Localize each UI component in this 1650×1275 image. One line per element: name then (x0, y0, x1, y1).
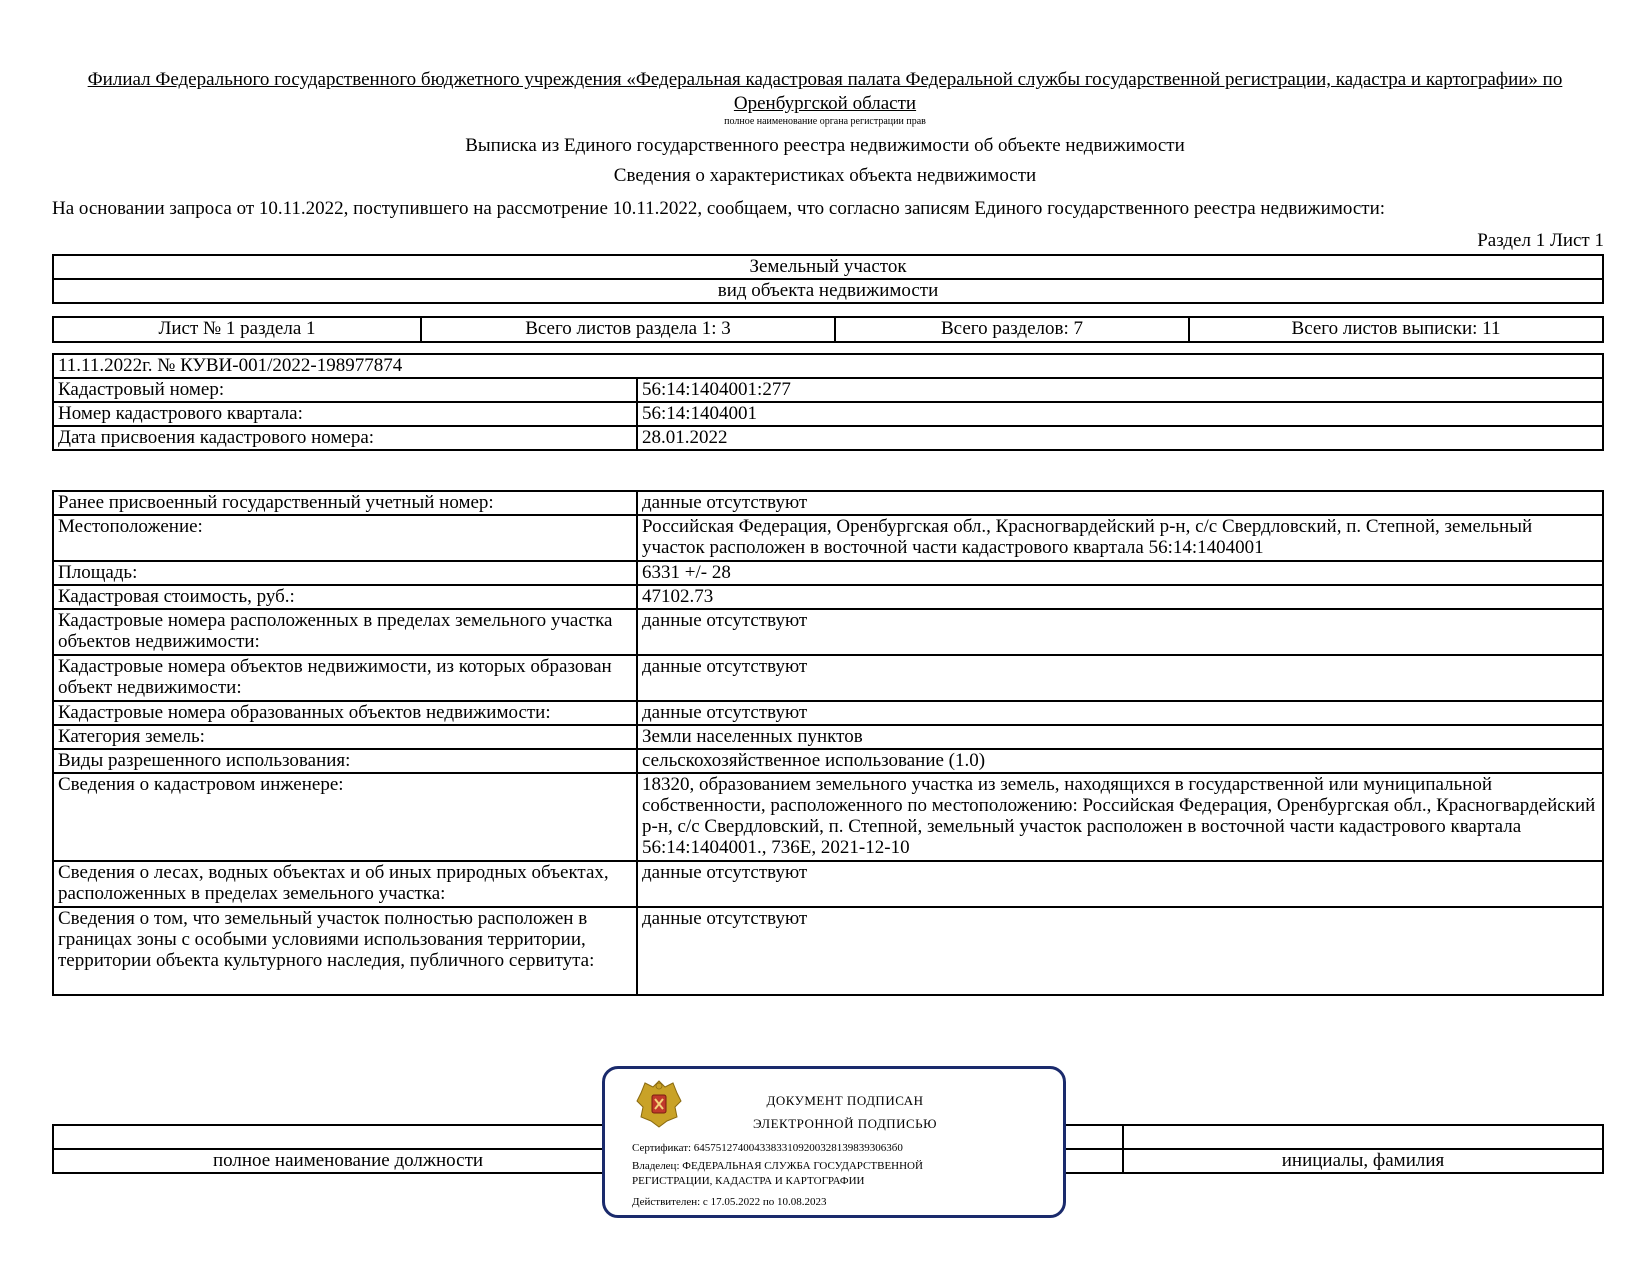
row-value: сельскохозяйственное использование (1.0) (637, 749, 1603, 773)
row-value: 47102.73 (637, 585, 1603, 609)
stamp-owner: Владелец: ФЕДЕРАЛЬНАЯ СЛУЖБА ГОСУДАРСТВЕННОЙ РЕГИСТРАЦИИ, КАДАСТРА И КАРТОГРАФИИ (632, 1160, 923, 1187)
row-label: Местоположение: (53, 515, 637, 561)
table-row (53, 725, 1603, 749)
row-value: 6331 +/- 28 (637, 561, 1603, 585)
table-row (53, 515, 1603, 561)
row-label: Сведения о лесах, водных объектах и об иных природных объектах, расположенных в пределах земельного участка: (53, 861, 637, 907)
table-row (53, 701, 1603, 725)
row-value: данные отсутствуют (637, 491, 1603, 515)
electronic-signature-stamp (602, 1066, 1066, 1218)
table-row (53, 655, 1603, 701)
sheet-number: Лист № 1 раздела 1 (53, 317, 421, 342)
position-caption: полное наименование должности (53, 1149, 643, 1173)
organization-name: Филиал Федерального государственного бюджетного учреждения «Федеральная кадастровая палата Федеральной службы государственной регистрации, кадастра и картографии» по Оренбургской области (87, 69, 1563, 114)
row-label: Площадь: (53, 561, 637, 585)
stamp-line-2: ЭЛЕКТРОННОЙ ПОДПИСЬЮ (753, 1116, 937, 1131)
table-row (53, 378, 1603, 402)
row-label: Кадастровый номер: (53, 378, 637, 402)
row-label: Категория земель: (53, 725, 637, 749)
sheets-table (52, 316, 1604, 343)
row-value: 28.01.2022 (637, 426, 1603, 450)
row-value: данные отсутствуют (637, 609, 1603, 655)
table-row (53, 749, 1603, 773)
total-section-sheets: Всего листов раздела 1: 3 (421, 317, 835, 342)
table-row (53, 585, 1603, 609)
stamp-line-1: ДОКУМЕНТ ПОДПИСАН (766, 1093, 924, 1108)
table-row (53, 426, 1603, 450)
section-sheet-label: Раздел 1 Лист 1 (1477, 230, 1604, 251)
stamp-certificate: Сертификат: 645751274004338331092003281398393063б0 (632, 1142, 903, 1154)
row-label: Ранее присвоенный государственный учетный номер: (53, 491, 637, 515)
intro-text: На основании запроса от 10.11.2022, поступившего на рассмотрение 10.11.2022, сообщаем, что согласно записям Единого государственного реестра недвижимости: (52, 198, 1386, 219)
row-value: 56:14:1404001:277 (637, 378, 1603, 402)
row-label: Кадастровые номера объектов недвижимости, из которых образован объект недвижимости: (53, 655, 637, 701)
table-row (53, 402, 1603, 426)
row-label: Номер кадастрового квартала: (53, 402, 637, 426)
row-label: Кадастровые номера расположенных в пределах земельного участка объектов недвижимости: (53, 609, 637, 655)
row-value: 56:14:1404001 (637, 402, 1603, 426)
request-line: 11.11.2022г. № КУВИ-001/2022-198977874 (53, 354, 1603, 378)
row-label: Виды разрешенного использования: (53, 749, 637, 773)
row-value: данные отсутствуют (637, 655, 1603, 701)
row-value: Земли населенных пунктов (637, 725, 1603, 749)
row-value: 18320, образованием земельного участка из земель, находящихся в государственной или муниципальной собственности, расположенного по местоположению: Российская Федерация, Оренбургская обл., Красногвардейский р-н, с/с Свердловский, п. Степной, земельный участок расположен в восточной части кадастрового квартала 56:14:1404001., 736Е, 2021-12-10 (637, 773, 1603, 861)
row-value: Российская Федерация, Оренбургская обл., Красногвардейский р-н, с/с Свердловский, п. Степной, земельный участок расположен в восточной части кадастрового квартала 56:14:1404001 (637, 515, 1603, 561)
row-label: Кадастровая стоимость, руб.: (53, 585, 637, 609)
row-label: Сведения о кадастровом инженере: (53, 773, 637, 861)
total-sections: Всего разделов: 7 (835, 317, 1189, 342)
object-type-table (52, 254, 1604, 304)
row-value: данные отсутствуют (637, 907, 1603, 995)
details-table (52, 490, 1604, 996)
row-label: Кадастровые номера образованных объектов недвижимости: (53, 701, 637, 725)
table-row (53, 561, 1603, 585)
total-extract-sheets: Всего листов выписки: 11 (1189, 317, 1603, 342)
row-label: Сведения о том, что земельный участок полностью расположен в границах зоны с особыми условиями использования территории, территории объекта культурного наследия, публичного сервитута: (53, 907, 637, 995)
name-caption: инициалы, фамилия (1123, 1149, 1603, 1173)
table-row (53, 491, 1603, 515)
table-row (53, 609, 1603, 655)
table-row (53, 861, 1603, 907)
row-value: данные отсутствуют (637, 861, 1603, 907)
object-type: Земельный участок (53, 255, 1603, 279)
table-row (53, 773, 1603, 861)
row-label: Дата присвоения кадастрового номера: (53, 426, 637, 450)
coat-of-arms-icon (633, 1077, 685, 1129)
object-type-caption: вид объекта недвижимости (53, 279, 1603, 303)
stamp-validity: Действителен: с 17.05.2022 по 10.08.2023 (632, 1196, 827, 1208)
table-row (53, 907, 1603, 995)
basic-info-table (52, 353, 1604, 451)
organization-caption: полное наименование органа регистрации прав (724, 116, 926, 127)
document-subtitle: Сведения о характеристиках объекта недвижимости (613, 165, 1037, 186)
document-title: Выписка из Единого государственного реестра недвижимости об объекте недвижимости (465, 135, 1185, 156)
row-value: данные отсутствуют (637, 701, 1603, 725)
